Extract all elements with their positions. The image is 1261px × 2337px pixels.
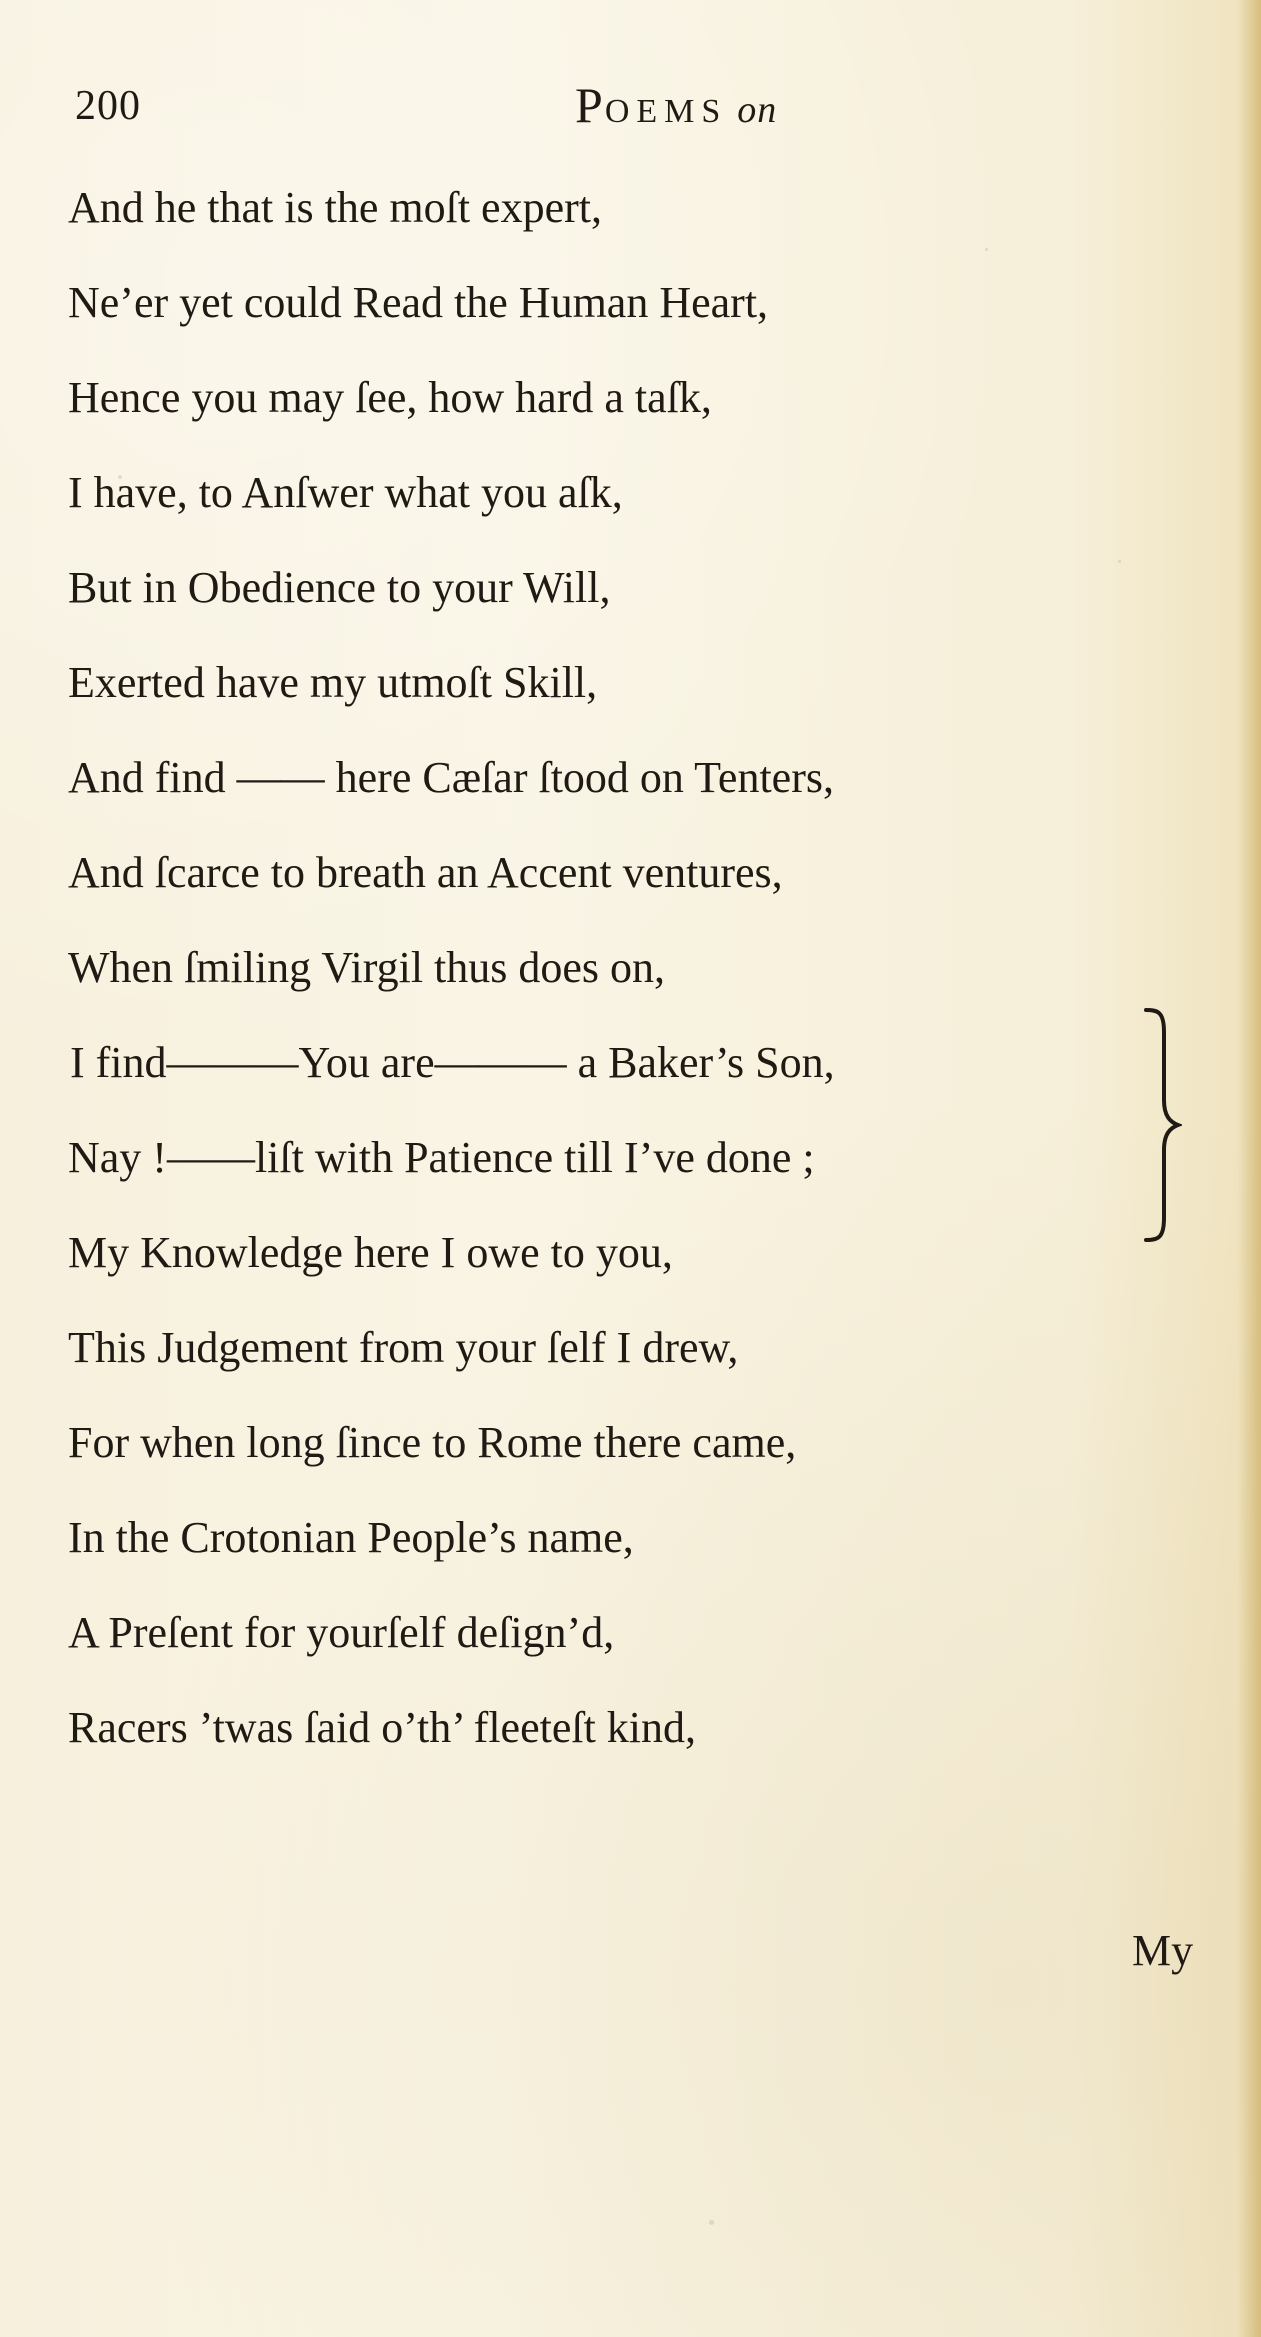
paper-spot (709, 2220, 714, 2225)
poem-line: And ſcarce to breath an Accent ventures, (68, 848, 783, 897)
poem-line: A Preſent for yourſelf deſign’d, (68, 1608, 615, 1657)
poem-line: Ne’er yet could Read the Human Heart, (68, 278, 769, 327)
poem-line: Nay !——liſt with Patience till I’ve done ; (68, 1133, 815, 1182)
poem-line: And he that is the moſt expert, (68, 183, 602, 232)
poem-line: But in Obedience to your Will, (68, 563, 611, 612)
poem-line: When ſmiling Virgil thus does on, (68, 943, 666, 992)
running-head (575, 76, 777, 134)
triplet-brace (1142, 1004, 1182, 1246)
running-head-on: on (737, 89, 778, 131)
paper-spot (118, 475, 122, 479)
paper-spot (1118, 560, 1121, 563)
poem-line: Exerted have my utmoſt Skill, (68, 658, 598, 707)
page-number: 200 (75, 83, 141, 129)
poem-line: Racers ’twas ſaid o’th’ fleeteſt kind, (68, 1703, 697, 1752)
running-head-cap: P (575, 77, 605, 133)
page-edge-shadow (1237, 0, 1261, 2337)
running-head-rest: OEMS (604, 93, 728, 130)
page-header (75, 77, 1185, 142)
poem-line: My Knowledge here I owe to you, (68, 1228, 673, 1277)
paper-spot (985, 248, 988, 251)
poem-line: In the Crotonian People’s name, (68, 1513, 634, 1562)
poem-line: I have, to Anſwer what you aſk, (68, 468, 623, 517)
poem-line: For when long ſince to Rome there came, (68, 1418, 797, 1467)
poem-line: Hence you may ſee, how hard a taſk, (68, 373, 712, 422)
poem-text (68, 183, 1148, 1801)
poem-line: This Judgement from your ſelf I drew, (68, 1323, 739, 1372)
poem-line: I find———You are——— a Baker’s Son, (70, 1038, 835, 1087)
catchword: My (1132, 1926, 1194, 1975)
poem-line: And find —— here Cæſar ſtood on Tenters, (68, 753, 834, 802)
